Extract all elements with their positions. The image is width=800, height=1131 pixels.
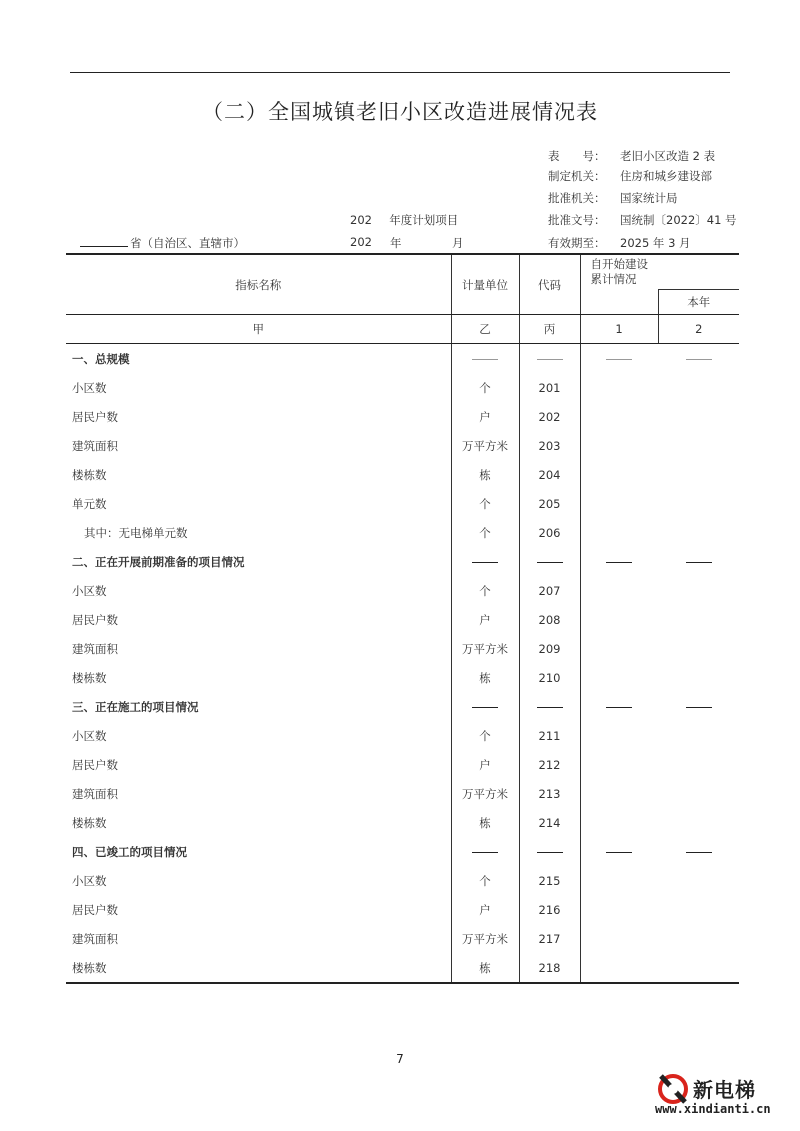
row-name: 小区数 — [72, 380, 107, 395]
dash-mark — [537, 852, 563, 853]
row-value-2 — [658, 373, 739, 402]
row-value-1 — [580, 924, 658, 953]
row-name: 三、正在施工的项目情况 — [72, 699, 199, 714]
row-unit: 户 — [451, 750, 519, 779]
row-name: 建筑面积 — [72, 931, 118, 946]
row-value-1 — [580, 489, 658, 518]
dash-mark — [686, 359, 712, 360]
row-value-2 — [658, 460, 739, 489]
row-name: 楼栋数 — [72, 815, 107, 830]
row-name: 小区数 — [72, 873, 107, 888]
row-value-1 — [580, 605, 658, 634]
row-value-1 — [580, 431, 658, 460]
col-header-cumulative-text: 自开始建设累计情况 — [590, 257, 648, 286]
meta-valid-until-value: 2025 年 3 月 — [620, 236, 691, 250]
dash-mark — [686, 707, 712, 708]
dash-mark — [537, 562, 563, 563]
index-2: 2 — [658, 315, 739, 344]
table-row — [66, 605, 739, 634]
row-value-1 — [580, 663, 658, 692]
table-row — [66, 431, 739, 460]
row-value-2 — [658, 721, 739, 750]
row-unit — [451, 837, 519, 866]
row-code: 211 — [519, 721, 580, 750]
table-row — [66, 750, 739, 779]
row-value-2 — [658, 605, 739, 634]
row-code — [519, 547, 580, 576]
row-value-2 — [658, 431, 739, 460]
row-value-2 — [658, 692, 739, 721]
row-code: 209 — [519, 634, 580, 663]
row-name: 二、正在开展前期准备的项目情况 — [72, 554, 245, 569]
meta-valid-until-label: 有效期至： — [548, 236, 606, 250]
row-unit: 万平方米 — [451, 779, 519, 808]
row-unit: 万平方米 — [451, 431, 519, 460]
row-name: 居民户数 — [72, 902, 118, 917]
watermark-url: www.xindianti.cn — [655, 1102, 771, 1116]
row-value-2 — [658, 895, 739, 924]
meta-approver — [548, 190, 678, 206]
watermark-title: 新电梯 — [693, 1078, 756, 1102]
table-row — [66, 489, 739, 518]
row-value-2 — [658, 808, 739, 837]
meta-table-no-value: 老旧小区改造 2 表 — [620, 149, 716, 163]
row-value-2 — [658, 402, 739, 431]
row-code: 203 — [519, 431, 580, 460]
row-unit: 栋 — [451, 663, 519, 692]
dash-mark — [472, 359, 498, 360]
row-value-1 — [580, 402, 658, 431]
row-code: 213 — [519, 779, 580, 808]
row-name: 居民户数 — [72, 612, 118, 627]
table-row — [66, 344, 739, 374]
table-row — [66, 402, 739, 431]
row-unit: 个 — [451, 518, 519, 547]
table-body — [66, 344, 739, 984]
row-code: 207 — [519, 576, 580, 605]
elevator-logo-icon — [655, 1072, 691, 1106]
meta-table-no-label: 表 号： — [548, 149, 606, 163]
plan-year-prefix: 202 — [350, 213, 372, 227]
row-code: 214 — [519, 808, 580, 837]
row-name: 楼栋数 — [72, 467, 107, 482]
meta-approval-no-value: 国统制〔2022〕41 号 — [620, 213, 737, 227]
header-row-top — [66, 254, 739, 290]
col-header-this-year: 本年 — [658, 290, 739, 315]
dash-mark — [472, 852, 498, 853]
row-name: 建筑面积 — [72, 786, 118, 801]
row-name: 居民户数 — [72, 409, 118, 424]
index-code: 丙 — [519, 315, 580, 344]
meta-authority-label: 制定机关： — [548, 169, 606, 183]
dash-mark — [686, 562, 712, 563]
dash-mark — [472, 707, 498, 708]
row-value-2 — [658, 344, 739, 374]
report-month-unit: 月 — [452, 236, 464, 250]
province-label: 省（自治区、直辖市） — [130, 236, 245, 250]
row-value-2 — [658, 750, 739, 779]
row-name: 一、总规模 — [72, 351, 130, 366]
row-unit: 个 — [451, 721, 519, 750]
row-name: 楼栋数 — [72, 960, 107, 975]
row-value-2 — [658, 663, 739, 692]
plan-year-line — [350, 212, 458, 228]
row-value-2 — [658, 924, 739, 953]
plan-year-suffix: 年度计划项目 — [389, 213, 459, 227]
row-value-2 — [658, 866, 739, 895]
meta-table-no — [548, 148, 715, 164]
row-code: 212 — [519, 750, 580, 779]
index-unit: 乙 — [451, 315, 519, 344]
col-header-code: 代码 — [519, 254, 580, 315]
meta-authority-value: 住房和城乡建设部 — [620, 169, 712, 183]
row-unit: 个 — [451, 576, 519, 605]
report-year-prefix: 202 — [350, 235, 372, 249]
row-name: 小区数 — [72, 583, 107, 598]
row-value-2 — [658, 576, 739, 605]
dash-mark — [606, 359, 632, 360]
row-code: 216 — [519, 895, 580, 924]
row-unit: 栋 — [451, 808, 519, 837]
table-row — [66, 721, 739, 750]
row-value-2 — [658, 953, 739, 983]
row-code: 218 — [519, 953, 580, 983]
row-value-1 — [580, 895, 658, 924]
row-name: 小区数 — [72, 728, 107, 743]
row-unit — [451, 547, 519, 576]
table-row — [66, 866, 739, 895]
index-1: 1 — [580, 315, 658, 344]
meta-authority — [548, 168, 712, 184]
page-title: （二）全国城镇老旧小区改造进展情况表 — [202, 100, 598, 124]
dash-mark — [686, 852, 712, 853]
dash-mark — [537, 707, 563, 708]
row-code — [519, 344, 580, 374]
row-value-1 — [580, 460, 658, 489]
table-row — [66, 518, 739, 547]
row-value-1 — [580, 547, 658, 576]
row-value-1 — [580, 721, 658, 750]
row-value-2 — [658, 518, 739, 547]
row-value-1 — [580, 953, 658, 983]
table-row — [66, 779, 739, 808]
row-code: 201 — [519, 373, 580, 402]
row-unit: 栋 — [451, 460, 519, 489]
row-code: 217 — [519, 924, 580, 953]
row-unit: 个 — [451, 866, 519, 895]
row-unit — [451, 692, 519, 721]
row-unit: 个 — [451, 489, 519, 518]
row-unit — [451, 344, 519, 374]
watermark — [655, 1072, 795, 1122]
row-code: 208 — [519, 605, 580, 634]
table-row — [66, 692, 739, 721]
table-row — [66, 634, 739, 663]
index-name: 甲 — [66, 315, 451, 344]
row-value-2 — [658, 547, 739, 576]
table-row — [66, 924, 739, 953]
row-unit: 户 — [451, 605, 519, 634]
meta-approver-label: 批准机关： — [548, 191, 606, 205]
col-header-cumulative — [580, 254, 739, 290]
row-name: 建筑面积 — [72, 438, 118, 453]
row-value-1 — [580, 344, 658, 374]
row-value-2 — [658, 489, 739, 518]
row-value-1 — [580, 779, 658, 808]
row-value-1 — [580, 866, 658, 895]
row-unit: 户 — [451, 895, 519, 924]
row-unit: 个 — [451, 373, 519, 402]
row-value-2 — [658, 837, 739, 866]
row-name: 建筑面积 — [72, 641, 118, 656]
dash-mark — [606, 562, 632, 563]
row-name: 其中：无电梯单元数 — [84, 525, 188, 540]
row-value-1 — [580, 692, 658, 721]
province-blank-line — [80, 246, 128, 247]
top-rule — [70, 72, 730, 73]
col-header-unit: 计量单位 — [451, 254, 519, 315]
row-code: 210 — [519, 663, 580, 692]
table-row — [66, 808, 739, 837]
row-value-1 — [580, 576, 658, 605]
dash-mark — [537, 359, 563, 360]
dash-mark — [472, 562, 498, 563]
table-row — [66, 953, 739, 983]
meta-approval-no — [548, 212, 737, 228]
row-name: 楼栋数 — [72, 670, 107, 685]
row-unit: 户 — [451, 402, 519, 431]
meta-approver-value: 国家统计局 — [620, 191, 678, 205]
col-header-name: 指标名称 — [66, 254, 451, 315]
row-value-1 — [580, 837, 658, 866]
row-value-2 — [658, 634, 739, 663]
table-row — [66, 373, 739, 402]
row-value-1 — [580, 750, 658, 779]
table-row — [66, 895, 739, 924]
row-code: 215 — [519, 866, 580, 895]
report-year-unit: 年 — [390, 236, 402, 250]
row-code — [519, 837, 580, 866]
table-row — [66, 547, 739, 576]
table-row — [66, 663, 739, 692]
dash-mark — [606, 707, 632, 708]
row-value-1 — [580, 518, 658, 547]
row-unit: 栋 — [451, 953, 519, 983]
table-row — [66, 576, 739, 605]
row-value-2 — [658, 779, 739, 808]
index-row — [66, 315, 739, 344]
row-unit: 万平方米 — [451, 634, 519, 663]
row-code: 202 — [519, 402, 580, 431]
page-number: 7 — [396, 1052, 404, 1066]
table-row — [66, 837, 739, 866]
row-value-1 — [580, 808, 658, 837]
row-code — [519, 692, 580, 721]
row-name: 居民户数 — [72, 757, 118, 772]
row-code: 204 — [519, 460, 580, 489]
row-code: 205 — [519, 489, 580, 518]
row-name: 四、已竣工的项目情况 — [72, 844, 187, 859]
row-unit: 万平方米 — [451, 924, 519, 953]
row-code: 206 — [519, 518, 580, 547]
meta-valid-until — [548, 235, 691, 251]
meta-approval-no-label: 批准文号： — [548, 213, 606, 227]
table-row — [66, 460, 739, 489]
row-name: 单元数 — [72, 496, 107, 511]
dash-mark — [606, 852, 632, 853]
report-table — [66, 253, 739, 984]
row-value-1 — [580, 373, 658, 402]
row-value-1 — [580, 634, 658, 663]
